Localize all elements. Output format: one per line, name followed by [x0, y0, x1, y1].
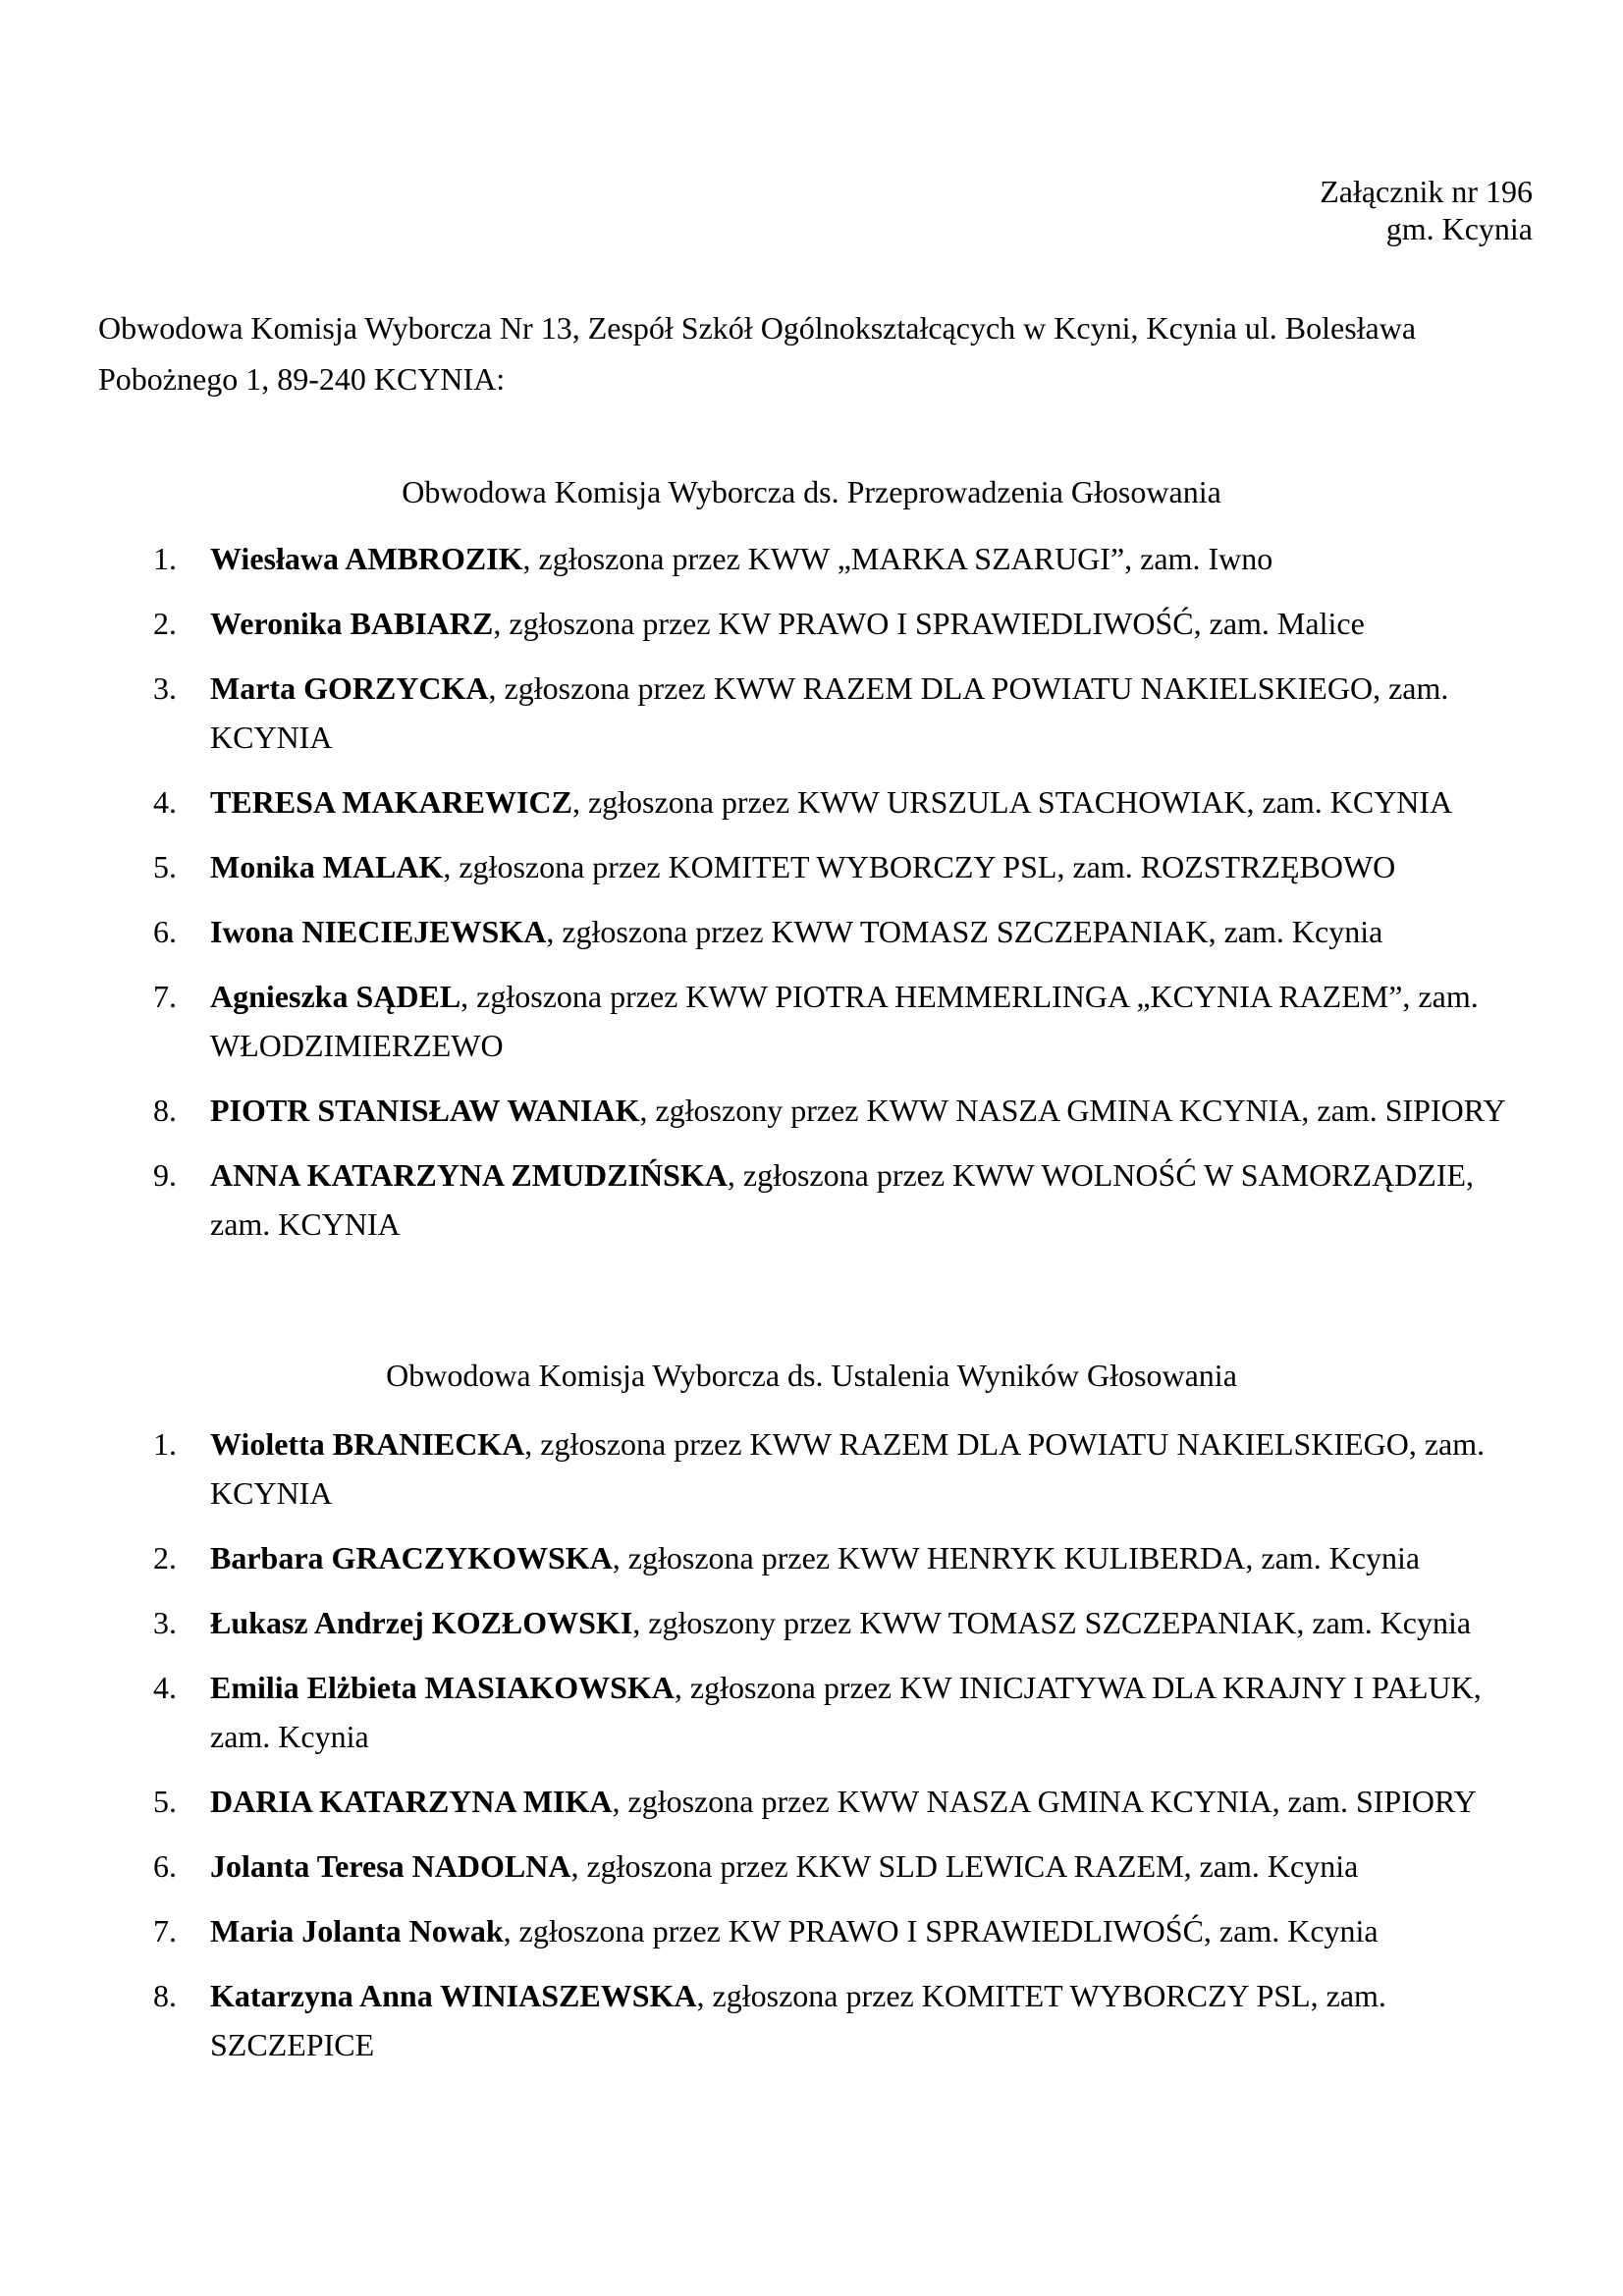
member-name: Marta GORZYCKA [210, 670, 489, 706]
member-details: , zgłoszona przez KWW „MARKA SZARUGI”, zam. Iwno [522, 541, 1273, 576]
list-item [0, 664, 1623, 762]
member-details: , zgłoszona przez KWW RAZEM DLA POWIATU NAKIELSKIEGO, zam. KCYNIA [210, 670, 1449, 755]
members-list-voting [0, 534, 1623, 1264]
member-name: ANNA KATARZYNA ZMUDZIŃSKA [210, 1157, 728, 1193]
member-details: , zgłoszony przez KWW TOMASZ SZCZEPANIAK, zam. Kcynia [632, 1605, 1472, 1640]
member-details: , zgłoszona przez KKW SLD LEWICA RAZEM, zam. Kcynia [570, 1848, 1359, 1884]
member-name: Jolanta Teresa NADOLNA [210, 1848, 571, 1884]
list-item [0, 1419, 1623, 1518]
annex-header [1320, 173, 1533, 247]
item-number: 9. [153, 1157, 177, 1193]
member-name: Wiesława AMBROZIK [210, 541, 523, 576]
commission-address: Obwodowa Komisja Wyborcza Nr 13, Zespół Szkół Ogólnokształcących w Kcyni, Kcynia ul. Bolesława Pobożnego 1, 89-240 KCYNIA: [98, 310, 1417, 397]
list-item [0, 1906, 1623, 1955]
item-number: 5. [153, 1784, 177, 1819]
list-item [0, 534, 1623, 583]
list-item [0, 1971, 1623, 2069]
list-item [0, 1842, 1623, 1891]
item-number: 8. [153, 1978, 177, 2013]
member-name: Monika MALAK [210, 849, 444, 884]
list-item [0, 972, 1623, 1070]
member-name: Maria Jolanta Nowak [210, 1913, 504, 1949]
section-title-results: Obwodowa Komisja Wyborcza ds. Ustalenia Wyników Głosowania [386, 1358, 1237, 1393]
item-number: 4. [153, 1670, 177, 1705]
item-number: 3. [153, 670, 177, 706]
item-number: 6. [153, 1848, 177, 1884]
item-number: 7. [153, 1913, 177, 1949]
annex-municipality: gm. Kcynia [1385, 211, 1533, 246]
list-item [0, 599, 1623, 648]
member-name: TERESA MAKAREWICZ [210, 784, 572, 820]
members-list-results [0, 1419, 1623, 2085]
item-number: 1. [153, 541, 177, 576]
member-details: , zgłoszona przez KW PRAWO I SPRAWIEDLIWOŚĆ, zam. Kcynia [503, 1913, 1379, 1949]
member-details: , zgłoszona przez KW PRAWO I SPRAWIEDLIWOŚĆ, zam. Malice [493, 606, 1365, 641]
member-details: , zgłoszona przez KWW TOMASZ SZCZEPANIAK, zam. Kcynia [546, 914, 1383, 949]
list-item [0, 1533, 1623, 1582]
member-details: , zgłoszona przez KW INICJATYWA DLA KRAJNY I PAŁUK, zam. Kcynia [210, 1670, 1482, 1754]
member-name: DARIA KATARZYNA MIKA [210, 1784, 613, 1819]
list-item [0, 1663, 1623, 1761]
item-number: 2. [153, 1540, 177, 1575]
member-details: , zgłoszona przez KWW RAZEM DLA POWIATU NAKIELSKIEGO, zam. KCYNIA [210, 1426, 1486, 1511]
list-item [0, 1150, 1623, 1249]
member-name: PIOTR STANISŁAW WANIAK [210, 1093, 640, 1128]
member-details: , zgłoszona przez KWW PIOTRA HEMMERLINGA „KCYNIA RAZEM”, zam. WŁODZIMIERZEWO [210, 979, 1479, 1063]
list-item [0, 907, 1623, 956]
member-details: , zgłoszona przez KWW NASZA GMINA KCYNIA, zam. SIPIORY [612, 1784, 1477, 1819]
item-number: 8. [153, 1093, 177, 1128]
member-details: , zgłoszona przez KOMITET WYBORCZY PSL, zam. ROZSTRZĘBOWO [443, 849, 1396, 884]
member-name: Agnieszka SĄDEL [210, 979, 461, 1014]
section-title-voting: Obwodowa Komisja Wyborcza ds. Przeprowadzenia Głosowania [402, 474, 1221, 509]
list-item [0, 1598, 1623, 1647]
item-number: 4. [153, 784, 177, 820]
list-item [0, 842, 1623, 891]
item-number: 7. [153, 979, 177, 1014]
member-details: , zgłoszona przez KWW HENRYK KULIBERDA, zam. Kcynia [612, 1540, 1421, 1575]
member-name: Katarzyna Anna WINIASZEWSKA [210, 1978, 697, 2013]
item-number: 3. [153, 1605, 177, 1640]
member-name: Emilia Elżbieta MASIAKOWSKA [210, 1670, 675, 1705]
member-details: , zgłoszona przez KWW URSZULA STACHOWIAK, zam. KCYNIA [571, 784, 1453, 820]
list-item [0, 1086, 1623, 1135]
item-number: 5. [153, 849, 177, 884]
member-name: Barbara GRACZYKOWSKA [210, 1540, 613, 1575]
member-name: Łukasz Andrzej KOZŁOWSKI [210, 1605, 633, 1640]
member-name: Wioletta BRANIECKA [210, 1426, 525, 1462]
member-name: Iwona NIECIEJEWSKA [210, 914, 547, 949]
list-item [0, 1777, 1623, 1826]
member-details: , zgłoszona przez KWW WOLNOŚĆ W SAMORZĄDZIE, zam. KCYNIA [210, 1157, 1475, 1242]
item-number: 6. [153, 914, 177, 949]
annex-number: Załącznik nr 196 [1320, 174, 1533, 209]
item-number: 2. [153, 606, 177, 641]
item-number: 1. [153, 1426, 177, 1462]
member-details: , zgłoszony przez KWW NASZA GMINA KCYNIA, zam. SIPIORY [639, 1093, 1506, 1128]
member-details: , zgłoszona przez KOMITET WYBORCZY PSL, zam. SZCZEPICE [210, 1978, 1386, 2062]
list-item [0, 777, 1623, 827]
member-name: Weronika BABIARZ [210, 606, 494, 641]
